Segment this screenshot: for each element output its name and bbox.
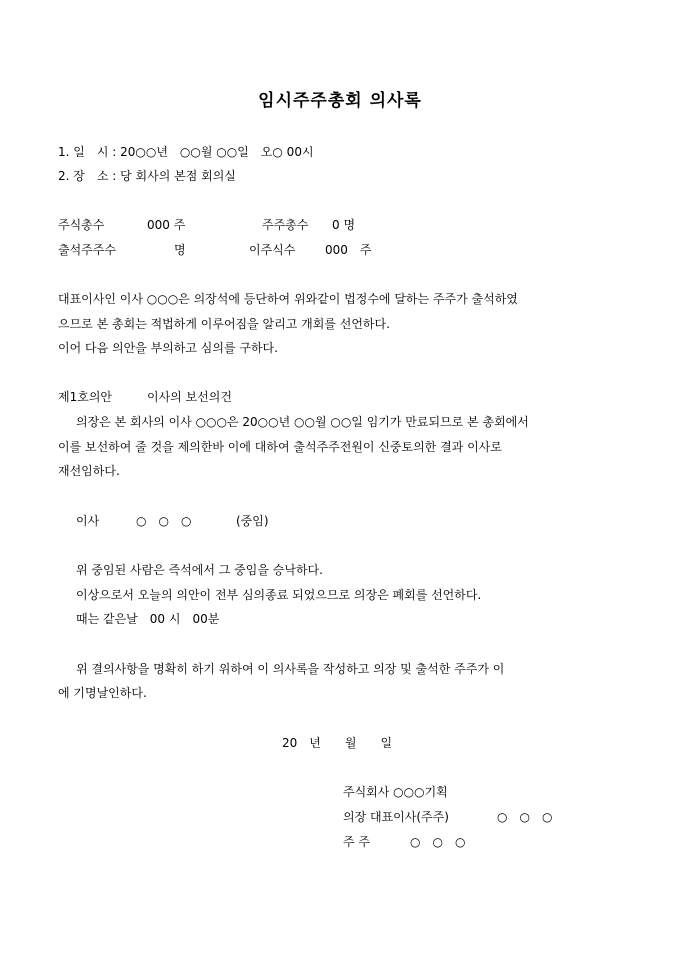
accept-line: 위 중임된 사람은 즉석에서 그 중임을 승낙하다. [76, 563, 323, 577]
attending-shareholders-label: 출석주주수 [58, 243, 116, 257]
attending-shares-value: 000 주 [325, 243, 372, 257]
agenda-title: 이사의 보선의건 [147, 390, 232, 404]
agenda-text-line: 의장은 본 회사의 이사 ○○○은 20○○년 ○○월 ○○일 임기가 만료되므로 본 총회에서 [76, 415, 529, 429]
shareholders-total-value: 0 명 [332, 218, 356, 232]
company-name: 주식회사 ○○○기획 [343, 785, 448, 799]
shareholders-total-label: 주주총수 [262, 218, 309, 232]
shareholder-label: 주 주 [343, 835, 370, 849]
director-name: ○ ○ ○ [136, 514, 192, 528]
shares-total-label: 주식총수 [58, 218, 105, 232]
opening-line: 으므로 본 총회는 적법하게 이루어짐을 알리고 개회를 선언하다. [58, 317, 390, 331]
closing-line: 이상으로서 오늘의 의안이 전부 심의종료 되었으므로 의장은 폐회를 선언하다. [76, 588, 482, 602]
attending-shareholders-value: 명 [174, 243, 186, 257]
closing-time: 때는 같은날 00 시 00분 [76, 612, 220, 626]
agenda-text-line: 재선임하다. [58, 464, 120, 478]
meeting-place-line: 2. 장 소 : 당 회사의 본점 회의실 [58, 169, 236, 183]
meeting-date-line: 1. 일 시 : 20○○년 ○○월 ○○일 오○ 00시 [58, 145, 314, 159]
chair-label: 의장 대표이사(주주) [343, 810, 449, 824]
agenda-number: 제1호의안 [58, 390, 113, 404]
record-line: 에 기명날인하다. [58, 686, 147, 700]
shares-total-value: 000 주 [147, 218, 186, 232]
page-title: 임시주주총회 의사록 [258, 91, 422, 111]
record-line: 위 결의사항을 명확히 하기 위하여 이 의사록을 작성하고 의장 및 출석한 주주가 이 [76, 662, 505, 676]
opening-line: 이어 다음 의안을 부의하고 심의를 구하다. [58, 341, 278, 355]
chair-name: ○ ○ ○ [497, 810, 553, 824]
opening-line: 대표이사인 이사 ○○○은 의장석에 등단하여 위와같이 법정수에 달하는 주주가 출석하였 [58, 292, 518, 306]
director-note: (중임) [236, 514, 269, 528]
agenda-text-line: 이를 보선하여 줄 것을 제의한바 이에 대하여 출석주주전원이 신중토의한 결과 이사로 [58, 440, 502, 454]
signature-date: 20 년 월 일 [282, 736, 393, 750]
director-label: 이사 [76, 514, 100, 528]
shareholder-name: ○ ○ ○ [410, 835, 466, 849]
attending-shares-label: 이주식수 [249, 243, 296, 257]
